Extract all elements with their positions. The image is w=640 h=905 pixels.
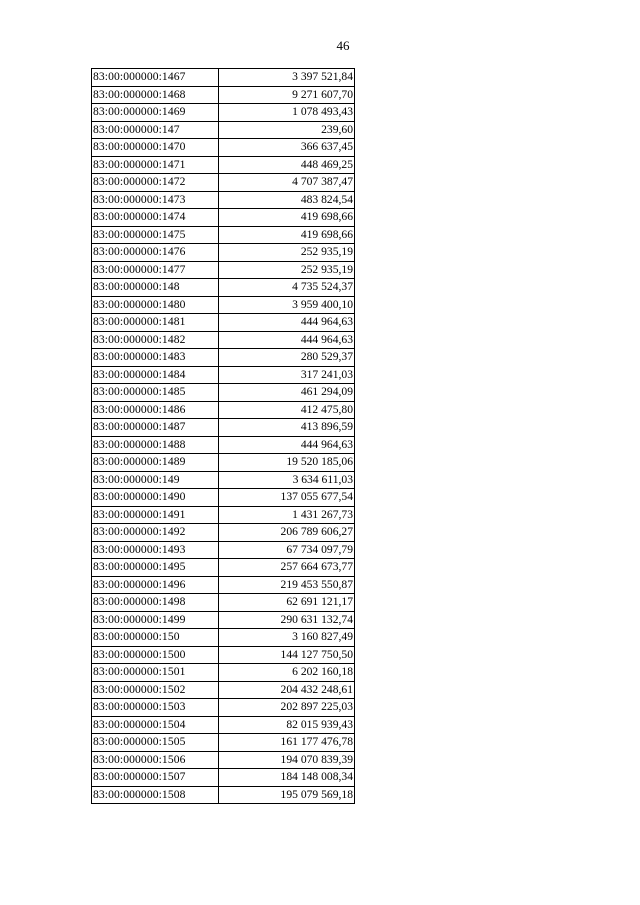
value-cell: 202 897 225,03 — [219, 699, 355, 717]
table-row — [92, 366, 355, 384]
cadastral-number-cell: 83:00:000000:1496 — [92, 576, 219, 594]
table-row — [92, 314, 355, 332]
cadastral-number-cell: 83:00:000000:1506 — [92, 751, 219, 769]
cadastral-number-cell: 83:00:000000:1482 — [92, 331, 219, 349]
table-row — [92, 279, 355, 297]
cadastral-number-cell: 83:00:000000:1472 — [92, 174, 219, 192]
table-row — [92, 541, 355, 559]
table-row — [92, 471, 355, 489]
cadastral-number-cell: 83:00:000000:1485 — [92, 384, 219, 402]
cadastral-number-cell: 83:00:000000:1468 — [92, 86, 219, 104]
value-cell: 366 637,45 — [219, 139, 355, 157]
cadastral-number-cell: 83:00:000000:1467 — [92, 69, 219, 87]
value-cell: 6 202 160,18 — [219, 664, 355, 682]
table-body — [92, 69, 355, 804]
value-cell: 444 964,63 — [219, 314, 355, 332]
value-cell: 413 896,59 — [219, 419, 355, 437]
cadastral-number-cell: 83:00:000000:1491 — [92, 506, 219, 524]
table-row — [92, 384, 355, 402]
table-row — [92, 69, 355, 87]
cadastral-number-cell: 83:00:000000:1501 — [92, 664, 219, 682]
table-row — [92, 699, 355, 717]
value-cell: 206 789 606,27 — [219, 524, 355, 542]
table-row — [92, 576, 355, 594]
cadastral-number-cell: 83:00:000000:1502 — [92, 681, 219, 699]
value-cell: 161 177 476,78 — [219, 734, 355, 752]
value-cell: 67 734 097,79 — [219, 541, 355, 559]
table-row — [92, 751, 355, 769]
cadastral-number-cell: 83:00:000000:1483 — [92, 349, 219, 367]
cadastral-number-cell: 83:00:000000:1508 — [92, 786, 219, 804]
value-cell: 4 735 524,37 — [219, 279, 355, 297]
value-cell: 280 529,37 — [219, 349, 355, 367]
value-cell: 257 664 673,77 — [219, 559, 355, 577]
value-cell: 461 294,09 — [219, 384, 355, 402]
cadastral-number-cell: 83:00:000000:1495 — [92, 559, 219, 577]
cadastral-number-cell: 83:00:000000:1470 — [92, 139, 219, 157]
table-row — [92, 121, 355, 139]
value-cell: 252 935,19 — [219, 261, 355, 279]
cadastral-number-cell: 83:00:000000:1489 — [92, 454, 219, 472]
value-cell: 444 964,63 — [219, 331, 355, 349]
value-cell: 144 127 750,50 — [219, 646, 355, 664]
cadastral-number-cell: 83:00:000000:1471 — [92, 156, 219, 174]
cadastral-number-cell: 83:00:000000:1481 — [92, 314, 219, 332]
value-cell: 204 432 248,61 — [219, 681, 355, 699]
cadastral-number-cell: 83:00:000000:1477 — [92, 261, 219, 279]
table-row — [92, 681, 355, 699]
value-cell: 137 055 677,54 — [219, 489, 355, 507]
table-row — [92, 191, 355, 209]
table-row — [92, 786, 355, 804]
table-row — [92, 86, 355, 104]
table-row — [92, 244, 355, 262]
table-row — [92, 296, 355, 314]
table-row — [92, 664, 355, 682]
value-cell: 419 698,66 — [219, 226, 355, 244]
cadastral-number-cell: 83:00:000000:148 — [92, 279, 219, 297]
table-row — [92, 559, 355, 577]
table-row — [92, 261, 355, 279]
cadastral-number-cell: 83:00:000000:1473 — [92, 191, 219, 209]
table-row — [92, 489, 355, 507]
table-row — [92, 734, 355, 752]
table-row — [92, 594, 355, 612]
page-number-text: 46 — [336, 38, 350, 53]
table-row — [92, 506, 355, 524]
cadastral-number-cell: 83:00:000000:1499 — [92, 611, 219, 629]
table-row — [92, 226, 355, 244]
value-cell: 448 469,25 — [219, 156, 355, 174]
table-row — [92, 331, 355, 349]
cadastral-value-table — [91, 68, 355, 804]
cadastral-number-cell: 83:00:000000:1487 — [92, 419, 219, 437]
value-cell: 239,60 — [219, 121, 355, 139]
value-cell: 252 935,19 — [219, 244, 355, 262]
value-cell: 317 241,03 — [219, 366, 355, 384]
cadastral-number-cell: 83:00:000000:1475 — [92, 226, 219, 244]
value-cell: 184 148 008,34 — [219, 769, 355, 787]
cadastral-number-cell: 83:00:000000:1500 — [92, 646, 219, 664]
value-cell: 444 964,63 — [219, 436, 355, 454]
cadastral-number-cell: 83:00:000000:1469 — [92, 104, 219, 122]
page-number — [0, 38, 640, 54]
table-row — [92, 436, 355, 454]
table-row — [92, 524, 355, 542]
cadastral-number-cell: 83:00:000000:1480 — [92, 296, 219, 314]
table-row — [92, 139, 355, 157]
value-cell: 62 691 121,17 — [219, 594, 355, 612]
cadastral-number-cell: 83:00:000000:1503 — [92, 699, 219, 717]
value-cell: 219 453 550,87 — [219, 576, 355, 594]
cadastral-number-cell: 83:00:000000:1476 — [92, 244, 219, 262]
value-cell: 195 079 569,18 — [219, 786, 355, 804]
value-cell: 419 698,66 — [219, 209, 355, 227]
table-row — [92, 611, 355, 629]
value-cell: 3 959 400,10 — [219, 296, 355, 314]
cadastral-number-cell: 83:00:000000:1486 — [92, 401, 219, 419]
value-cell: 4 707 387,47 — [219, 174, 355, 192]
cadastral-number-cell: 83:00:000000:1493 — [92, 541, 219, 559]
table-row — [92, 401, 355, 419]
value-cell: 3 160 827,49 — [219, 629, 355, 647]
cadastral-number-cell: 83:00:000000:1484 — [92, 366, 219, 384]
cadastral-number-cell: 83:00:000000:1507 — [92, 769, 219, 787]
table-row — [92, 629, 355, 647]
table-row — [92, 209, 355, 227]
cadastral-number-cell: 83:00:000000:150 — [92, 629, 219, 647]
cadastral-number-cell: 83:00:000000:1498 — [92, 594, 219, 612]
table-row — [92, 419, 355, 437]
cadastral-number-cell: 83:00:000000:1490 — [92, 489, 219, 507]
value-cell: 194 070 839,39 — [219, 751, 355, 769]
cadastral-number-cell: 83:00:000000:1492 — [92, 524, 219, 542]
value-cell: 483 824,54 — [219, 191, 355, 209]
value-cell: 412 475,80 — [219, 401, 355, 419]
cadastral-number-cell: 83:00:000000:147 — [92, 121, 219, 139]
cadastral-number-cell: 83:00:000000:1505 — [92, 734, 219, 752]
value-cell: 290 631 132,74 — [219, 611, 355, 629]
value-cell: 3 397 521,84 — [219, 69, 355, 87]
table-row — [92, 174, 355, 192]
table-row — [92, 646, 355, 664]
table-row — [92, 454, 355, 472]
cadastral-number-cell: 83:00:000000:149 — [92, 471, 219, 489]
value-cell: 19 520 185,06 — [219, 454, 355, 472]
value-cell: 1 078 493,43 — [219, 104, 355, 122]
cadastral-number-cell: 83:00:000000:1488 — [92, 436, 219, 454]
table-row — [92, 769, 355, 787]
cadastral-number-cell: 83:00:000000:1474 — [92, 209, 219, 227]
table-row — [92, 104, 355, 122]
table-row — [92, 156, 355, 174]
cadastral-number-cell: 83:00:000000:1504 — [92, 716, 219, 734]
table-row — [92, 716, 355, 734]
value-cell: 9 271 607,70 — [219, 86, 355, 104]
value-cell: 1 431 267,73 — [219, 506, 355, 524]
value-cell: 82 015 939,43 — [219, 716, 355, 734]
table-row — [92, 349, 355, 367]
value-cell: 3 634 611,03 — [219, 471, 355, 489]
